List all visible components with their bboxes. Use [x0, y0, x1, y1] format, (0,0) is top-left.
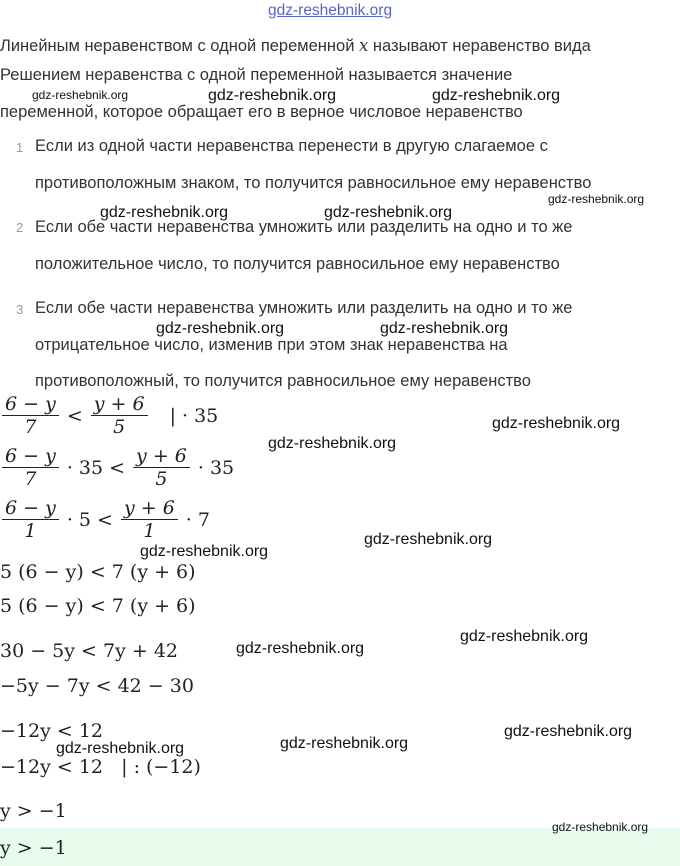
- numerator: y + 6: [91, 393, 148, 416]
- operator: · 5 <: [66, 508, 113, 531]
- solution-step-10: y > −1: [0, 800, 67, 822]
- solution-step-3: [0, 497, 210, 542]
- multiplier: | · 35: [169, 404, 219, 427]
- watermark: gdz-reshebnik.org: [324, 204, 453, 221]
- multiplier: · 7: [185, 508, 210, 531]
- solution-step-7: −5y − 7y < 42 − 30: [0, 675, 194, 697]
- watermark: gdz-reshebnik.org: [56, 740, 185, 757]
- watermark: gdz-reshebnik.org: [504, 723, 633, 740]
- rule-text: положительное число, то получится равносильное ему неравенство: [35, 255, 560, 273]
- numerator: 6 − y: [2, 445, 59, 468]
- solution-step-2: [0, 445, 234, 490]
- solution-step-1: [0, 393, 218, 438]
- final-answer: y > −1: [0, 837, 67, 859]
- multiplier: · 35: [197, 456, 235, 479]
- watermark: gdz-reshebnik.org: [364, 531, 493, 548]
- theory-line1-end: называют неравенство вида: [372, 37, 591, 55]
- watermark: gdz-reshebnik.org: [548, 192, 645, 206]
- denominator: 7: [24, 416, 37, 438]
- watermark: gdz-reshebnik.org: [208, 87, 337, 104]
- rule-number: 3: [16, 302, 24, 317]
- watermark: gdz-reshebnik.org: [268, 435, 397, 452]
- watermark: gdz-reshebnik.org: [552, 820, 649, 834]
- watermark: gdz-reshebnik.org: [380, 320, 509, 337]
- watermark: gdz-reshebnik.org: [140, 543, 269, 560]
- solution-step-6: 30 − 5y < 7y + 42: [0, 640, 178, 662]
- rule-text: Если обе части неравенства умножить или разделить на одно и то же: [35, 218, 573, 236]
- denominator: 1: [143, 520, 156, 542]
- rule-text: противоположный, то получится равносильное ему неравенство: [35, 372, 531, 390]
- denominator: 7: [24, 468, 37, 490]
- denominator: 5: [113, 416, 126, 438]
- rule-number: 1: [16, 140, 24, 155]
- operator: · 35 <: [66, 456, 126, 479]
- operator: <: [66, 404, 83, 427]
- numerator: y + 6: [121, 497, 178, 520]
- numerator: y + 6: [133, 445, 190, 468]
- solution-step-4: 5 (6 − y) < 7 (y + 6): [0, 561, 196, 583]
- watermark: gdz-reshebnik.org: [236, 640, 365, 657]
- watermark: gdz-reshebnik.org: [156, 320, 285, 337]
- rule-text: противоположным знаком, то получится равносильное ему неравенство: [35, 174, 592, 192]
- denominator: 5: [155, 468, 168, 490]
- solution-step-5: 5 (6 − y) < 7 (y + 6): [0, 595, 196, 617]
- theory-line3: переменной, которое обращает его в верное числовое неравенство: [0, 103, 523, 121]
- watermark: gdz-reshebnik.org: [460, 628, 589, 645]
- numerator: 6 − y: [2, 497, 59, 520]
- watermark: gdz-reshebnik.org: [32, 88, 129, 102]
- rule-text: Если из одной части неравенства перенести в другую слагаемое с: [35, 137, 548, 155]
- numerator: 6 − y: [2, 393, 59, 416]
- theory-line1: Линейным неравенством с одной переменной: [0, 37, 355, 55]
- rule-text: Если обе части неравенства умножить или разделить на одно и то же: [35, 299, 573, 317]
- rule-number: 2: [16, 220, 24, 235]
- watermark: gdz-reshebnik.org: [432, 87, 561, 104]
- solution-step-9: −12y < 12 | : (−12): [0, 756, 201, 778]
- variable-x: x: [359, 36, 369, 55]
- watermark: gdz-reshebnik.org: [492, 415, 621, 432]
- rule-text: отрицательное число, изменив при этом знак неравенства на: [35, 336, 508, 354]
- solution-step-8: −12y < 12: [0, 720, 104, 742]
- watermark: gdz-reshebnik.org: [100, 204, 229, 221]
- watermark: gdz-reshebnik.org: [280, 735, 409, 752]
- theory-definition: [0, 36, 591, 56]
- denominator: 1: [24, 520, 37, 542]
- theory-line2: Решением неравенства с одной переменной называется значение: [0, 66, 513, 84]
- watermark-link[interactable]: gdz-reshebnik.org: [268, 2, 393, 19]
